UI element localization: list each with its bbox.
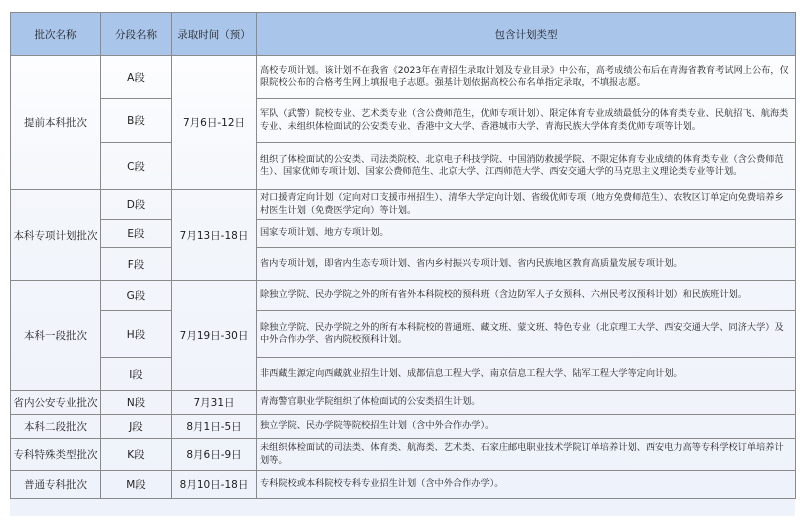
- plan-cell: 除独立学院、民办学院之外的所有省外本科院校的预科班（含边防军人子女预科、六州民考汉预科计划）和民族班计划。: [257, 281, 796, 311]
- segment-cell: C段: [101, 143, 172, 190]
- batch-cell: 提前本科批次: [11, 56, 101, 190]
- segment-cell: G段: [101, 281, 172, 311]
- segment-cell: F段: [101, 248, 172, 281]
- time-cell: 7月13日-18日: [172, 190, 257, 281]
- segment-cell: N段: [101, 391, 172, 415]
- batch-cell: 本科专项计划批次: [11, 190, 101, 281]
- table-row: [11, 471, 796, 499]
- table-row: [11, 439, 796, 471]
- batch-cell: 普通专科批次: [11, 471, 101, 499]
- plan-cell: 组织了体检面试的公安类、司法类院校、北京电子科技学院、中国消防救援学院、不限定体育专业成绩的体育类专业（含公费师范生）、国家优师专项计划、国家公费师范生、北京大学、江西师范大学、西安交通大学的马克思主义理论类专业等计划。: [257, 143, 796, 190]
- plan-cell: 省内专项计划，即省内生态专项计划、省内乡村振兴专项计划、省内民族地区教育高质量发展专项计划。: [257, 248, 796, 281]
- segment-cell: I段: [101, 358, 172, 391]
- table-row: [11, 143, 796, 190]
- plan-cell: 军队（武警）院校专业、艺术类专业（含公费师范生，优师专项计划）、限定体育专业成绩最低分的体育类专业、民航招飞、航海类专业、未组织体检面试的公安类专业、香港中文大学、香港城市大学、青海民族大学体育类优师专项等计划。: [257, 99, 796, 143]
- table-row: [11, 99, 796, 143]
- admission-schedule-table: [10, 12, 796, 499]
- batch-cell: 省内公安专业批次: [11, 391, 101, 415]
- table-row: [11, 248, 796, 281]
- table-row: [11, 281, 796, 311]
- header-segment: 分段名称: [101, 13, 172, 56]
- time-cell: 7月6日-12日: [172, 56, 257, 190]
- batch-cell: 本科一段批次: [11, 281, 101, 391]
- segment-cell: J段: [101, 415, 172, 439]
- header-row: [11, 13, 796, 56]
- plan-cell: 未组织体检面试的司法类、体育类、航海类、艺术类、石家庄邮电职业技术学院订单培养计划、西安电力高等专科学校订单培养计划等。: [257, 439, 796, 471]
- header-time: 录取时间（预）: [172, 13, 257, 56]
- segment-cell: E段: [101, 220, 172, 248]
- segment-cell: M段: [101, 471, 172, 499]
- table-row: [11, 311, 796, 358]
- time-cell: 7月19日-30日: [172, 281, 257, 391]
- header-plan: 包含计划类型: [257, 13, 796, 56]
- table-row: [11, 358, 796, 391]
- table-row: [11, 220, 796, 248]
- batch-cell: 专科特殊类型批次: [11, 439, 101, 471]
- plan-cell: 独立学院、民办学院等院校招生计划（含中外合作办学）。: [257, 415, 796, 439]
- batch-cell: 本科二段批次: [11, 415, 101, 439]
- table-row: [11, 190, 796, 220]
- table-row: [11, 391, 796, 415]
- admission-schedule-sheet: [10, 12, 795, 516]
- time-cell: 8月1日-5日: [172, 415, 257, 439]
- plan-cell: 专科院校或本科院校专科专业招生计划（含中外合作办学）。: [257, 471, 796, 499]
- segment-cell: H段: [101, 311, 172, 358]
- time-cell: 7月31日: [172, 391, 257, 415]
- segment-cell: B段: [101, 99, 172, 143]
- segment-cell: A段: [101, 56, 172, 99]
- plan-cell: 非西藏生源定向西藏就业招生计划、成都信息工程大学、南京信息工程大学、陆军工程大学等定向计划。: [257, 358, 796, 391]
- table-row: [11, 56, 796, 99]
- plan-cell: 国家专项计划、地方专项计划。: [257, 220, 796, 248]
- plan-cell: 青海警官职业学院组织了体检面试的公安类招生计划。: [257, 391, 796, 415]
- time-cell: 8月10日-18日: [172, 471, 257, 499]
- table-row: [11, 415, 796, 439]
- plan-cell: 对口援青定向计划（定向对口支援市州招生）、清华大学定向计划、省级优师专项（地方免费师范生）、农牧区订单定向免费培养乡村医生计划（免费医学定向）等计划。: [257, 190, 796, 220]
- segment-cell: K段: [101, 439, 172, 471]
- time-cell: 8月6日-9日: [172, 439, 257, 471]
- segment-cell: D段: [101, 190, 172, 220]
- header-batch: 批次名称: [11, 13, 101, 56]
- plan-cell: 高校专项计划。该计划不在我省《2023年在青招生录取计划及专业目录》中公布，高考成绩公布后在青海省教育考试网上公布，仅限院校公布的合格考生网上填报电子志愿。强基计划依据高校公布名单指定录取，不填报志愿。: [257, 56, 796, 99]
- plan-cell: 除独立学院、民办学院之外的所有本科院校的普通班、藏文班、蒙文班、特色专业（北京理工大学、西安交通大学、同济大学）及中外合作办学、省内院校预科计划。: [257, 311, 796, 358]
